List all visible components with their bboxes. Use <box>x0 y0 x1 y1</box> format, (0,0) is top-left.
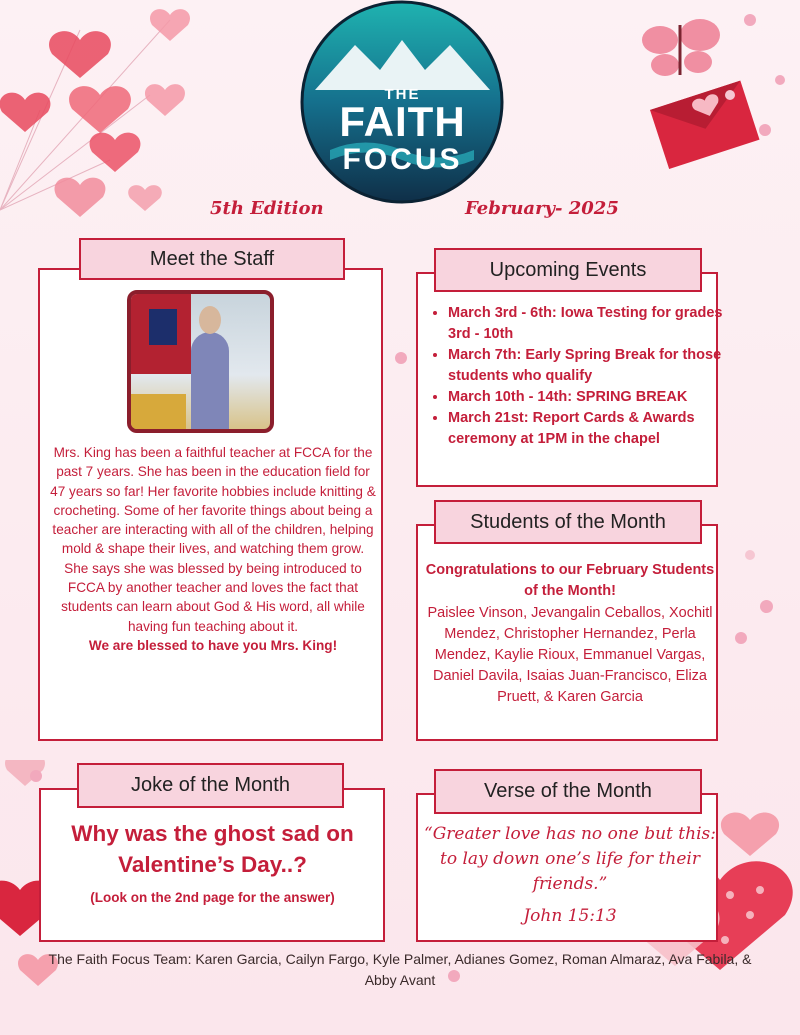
flag-canton <box>149 309 177 345</box>
students-label: Students of the Month <box>434 500 702 544</box>
verse-label: Verse of the Month <box>434 769 702 814</box>
joke-hint: (Look on the 2nd page for the answer) <box>90 890 335 905</box>
students-names: Paislee Vinson, Jevangalin Ceballos, Xochitl Mendez, Christopher Hernandez, Perla Mendez, Kaylie Rioux, Emmanuel Vargas, Daniel Davila, Isaias Juan-Francisco, Eliza Pruett, & Karen Garcia <box>427 605 713 705</box>
students-heading: Congratulations to our February Students of the Month! <box>425 562 715 599</box>
issue-date: February- 2025 <box>465 198 619 219</box>
teacher-figure <box>191 332 229 433</box>
decor-dot <box>395 352 407 364</box>
bulletin-board <box>131 394 186 433</box>
verse-reference: John 15:13 <box>523 906 617 926</box>
logo-faith-text: FAITH <box>339 98 466 145</box>
event-item: • March 10th - 14th: SPRING BREAK <box>448 387 738 408</box>
staff-photo <box>127 290 274 433</box>
decor-dot <box>760 600 773 613</box>
logo-focus-text: FOCUS <box>342 143 463 176</box>
joke-question: Why was the ghost sad on Valentine’s Day..? <box>71 821 354 877</box>
events-list <box>430 303 738 450</box>
event-item: • March 7th: Early Spring Break for those students who qualify <box>448 345 738 387</box>
teacher-face <box>199 306 221 334</box>
upcoming-events-label: Upcoming Events <box>434 248 702 292</box>
decor-dot <box>735 632 747 644</box>
event-item: • March 21st: Report Cards & Awards ceremony at 1PM in the chapel <box>448 408 738 450</box>
team-credits: The Faith Focus Team: Karen Garcia, Cailyn Fargo, Kyle Palmer, Adianes Gomez, Roman Almaraz, Ava Fabila, & Abby Avant <box>48 951 752 988</box>
decor-dot <box>745 550 755 560</box>
edition-label: 5th Edition <box>210 198 324 219</box>
event-item: • March 3rd - 6th: Iowa Testing for grades 3rd - 10th <box>448 303 738 345</box>
decor-dot <box>30 770 42 782</box>
staff-description <box>48 443 378 655</box>
butterfly-envelope-decoration <box>630 0 800 210</box>
heart-balloons-decoration <box>0 0 200 230</box>
joke-label: Joke of the Month <box>77 763 344 808</box>
verse-text: “Greater love has no one but this: to lay down one’s life for their friends.” <box>424 824 716 894</box>
meet-the-staff-label: Meet the Staff <box>79 238 345 280</box>
logo-the-text: THE <box>384 86 421 103</box>
staff-body: Mrs. King has been a faithful teacher at FCCA for the past 7 years. She has been in the education field for 47 years so far! Her favorite hobbies include knitting & crocheting. Some of her favorite things about being a teacher are interacting with all of the children, helping mold & shape their lives, and watching them grow. She says she was blessed by being introduced to FCCA by another teacher and loves the fact that students can learn about God & His word, all while having fun teaching about it. <box>50 445 376 634</box>
staff-closing: We are blessed to have you Mrs. King! <box>88 637 338 653</box>
